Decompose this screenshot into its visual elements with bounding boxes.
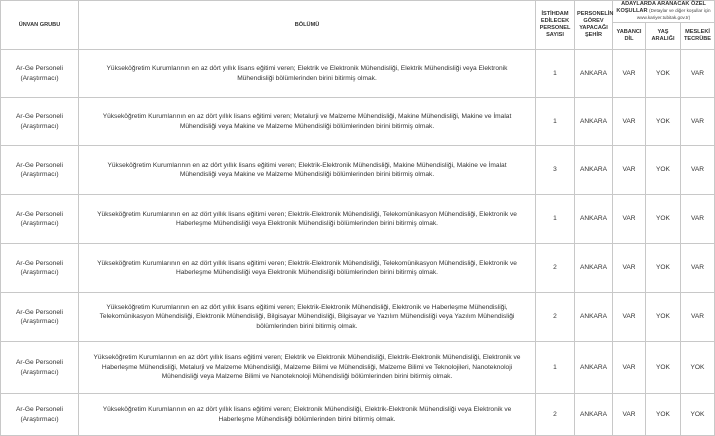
table-row	[1, 342, 715, 394]
table-row	[1, 50, 715, 98]
bolum-cell: Yükseköğretim Kurumlarının en az dört yıllık lisans eğitimi veren; Elektronik Mühendisliği, Elektrik-Elektronik Mühendisliği veya Elektronik ve Haberleşme Mühendisliği bölümlerinden birini bitirmiş olmak.	[79, 394, 536, 436]
yas-araligi-cell: YOK	[646, 394, 681, 436]
personel-sayisi-cell: 2	[536, 394, 575, 436]
sehir-cell: ANKARA	[575, 394, 613, 436]
unvan-cell: Ar-Ge Personeli (Araştırmacı)	[1, 394, 79, 436]
yas-araligi-cell: YOK	[646, 195, 681, 244]
header-mesleki-tecrube: MESLEKİ TECRÜBE	[681, 23, 715, 50]
mesleki-tecrube-cell: VAR	[681, 195, 715, 244]
table-row	[1, 394, 715, 436]
mesleki-tecrube-cell: VAR	[681, 244, 715, 293]
yabanci-dil-cell: VAR	[613, 50, 646, 98]
personel-sayisi-cell: 1	[536, 98, 575, 146]
header-istihdam: İSTİHDAM EDİLECEK PERSONEL SAYISI	[536, 1, 575, 50]
personel-sayisi-cell: 1	[536, 50, 575, 98]
header-yabanci-dil: YABANCI DİL	[613, 23, 646, 50]
unvan-cell: Ar-Ge Personeli (Araştırmacı)	[1, 244, 79, 293]
yabanci-dil-cell: VAR	[613, 244, 646, 293]
header-yas-araligi: YAŞ ARALIĞI	[646, 23, 681, 50]
bolum-cell: Yükseköğretim Kurumlarının en az dört yıllık lisans eğitimi veren; Elektrik ve Elektronik Mühendisliği, Elektrik Mühendisliği veya Elektronik Mühendisliği bölümlerinden birini bitirmiş olmak.	[79, 50, 536, 98]
bolum-cell: Yükseköğretim Kurumlarının en az dört yıllık lisans eğitimi veren; Elektrik-Elektronik Mühendisliği, Makine Mühendisliği, Makine ve İmalat Mühendisliği veya Makine ve Malzeme Mühendisliği bölümlerinden birini bitirmiş olmak.	[79, 146, 536, 195]
table-row	[1, 195, 715, 244]
bolum-cell: Yükseköğretim Kurumlarının en az dört yıllık lisans eğitimi veren; Elektrik-Elektronik Mühendisliği, Elektronik ve Haberleşme Mühendisliği, Telekomünikasyon Mühendisliği, Elektronik Mühendisliği, Bilgisayar Mühendisliği, Bilgisayar ve Yazılım Mühendisliği veya Yazılım Mühendisliği bölümlerinden birini bitirmiş olmak.	[79, 293, 536, 342]
mesleki-tecrube-cell: VAR	[681, 98, 715, 146]
mesleki-tecrube-cell: YOK	[681, 394, 715, 436]
sehir-cell: ANKARA	[575, 146, 613, 195]
header-ozel-note: (Detaylar ve diğer koşullar için www.kariyer.tubitak.gov.tr)	[636, 8, 711, 20]
sehir-cell: ANKARA	[575, 98, 613, 146]
yas-araligi-cell: YOK	[646, 244, 681, 293]
mesleki-tecrube-cell: YOK	[681, 342, 715, 394]
yas-araligi-cell: YOK	[646, 50, 681, 98]
yabanci-dil-cell: VAR	[613, 98, 646, 146]
mesleki-tecrube-cell: VAR	[681, 293, 715, 342]
sehir-cell: ANKARA	[575, 244, 613, 293]
header-bolum: BÖLÜMÜ	[79, 1, 536, 50]
table-row	[1, 146, 715, 195]
unvan-cell: Ar-Ge Personeli (Araştırmacı)	[1, 50, 79, 98]
yabanci-dil-cell: VAR	[613, 293, 646, 342]
header-unvan: ÜNVAN GRUBU	[1, 1, 79, 50]
unvan-cell: Ar-Ge Personeli (Araştırmacı)	[1, 342, 79, 394]
mesleki-tecrube-cell: VAR	[681, 146, 715, 195]
yas-araligi-cell: YOK	[646, 342, 681, 394]
sehir-cell: ANKARA	[575, 50, 613, 98]
table-row	[1, 293, 715, 342]
personel-sayisi-cell: 2	[536, 244, 575, 293]
mesleki-tecrube-cell: VAR	[681, 50, 715, 98]
personel-sayisi-cell: 3	[536, 146, 575, 195]
bolum-cell: Yükseköğretim Kurumlarının en az dört yıllık lisans eğitimi veren; Metalurji ve Malzeme Mühendisliği, Makine Mühendisliği, Makine ve İmalat Mühendisliği veya Makine ve Malzeme Mühendisliği bölümlerinden birini bitirmiş olmak.	[79, 98, 536, 146]
yabanci-dil-cell: VAR	[613, 394, 646, 436]
bolum-cell: Yükseköğretim Kurumlarının en az dört yıllık lisans eğitimi veren; Elektrik-Elektronik Mühendisliği, Telekomünikasyon Mühendisliği, Elektronik ve Haberleşme Mühendisliği veya Elektronik Mühendisliği bölümlerinden birini bitirmiş olmak.	[79, 244, 536, 293]
sehir-cell: ANKARA	[575, 195, 613, 244]
yabanci-dil-cell: VAR	[613, 146, 646, 195]
unvan-cell: Ar-Ge Personeli (Araştırmacı)	[1, 293, 79, 342]
yas-araligi-cell: YOK	[646, 98, 681, 146]
yas-araligi-cell: YOK	[646, 293, 681, 342]
personel-sayisi-cell: 2	[536, 293, 575, 342]
personel-sayisi-cell: 1	[536, 342, 575, 394]
unvan-cell: Ar-Ge Personeli (Araştırmacı)	[1, 98, 79, 146]
bolum-cell: Yükseköğretim Kurumlarının en az dört yıllık lisans eğitimi veren; Elektrik-Elektronik Mühendisliği, Telekomünikasyon Mühendisliği, Elektronik ve Haberleşme Mühendisliği veya Elektronik Mühendisliği bölümlerinden birini bitirmiş olmak.	[79, 195, 536, 244]
personel-sayisi-cell: 1	[536, 195, 575, 244]
yabanci-dil-cell: VAR	[613, 342, 646, 394]
header-ozel-kosullar	[613, 1, 715, 23]
bolum-cell: Yükseköğretim Kurumlarının en az dört yıllık lisans eğitimi veren; Elektrik ve Elektronik Mühendisliği, Elektrik-Elektronik Mühendisliği, Elektronik ve Haberleşme Mühendisliği, Metalurji ve Malzeme Mühendisliği, Malzeme Bilimi ve Mühendisliği, Malzeme Bilimi ve Teknolojileri, Nanoteknoloji Mühendisliği veya Malzeme Bilimi ve Nanoteknoloji Mühendisliği bölümlerinden birini bitirmiş olmak.	[79, 342, 536, 394]
table-row	[1, 98, 715, 146]
sehir-cell: ANKARA	[575, 342, 613, 394]
table-row	[1, 244, 715, 293]
yabanci-dil-cell: VAR	[613, 195, 646, 244]
yas-araligi-cell: YOK	[646, 146, 681, 195]
header-gorev: PERSONELİN GÖREV YAPACAĞI ŞEHİR	[575, 1, 613, 50]
unvan-cell: Ar-Ge Personeli (Araştırmacı)	[1, 195, 79, 244]
unvan-cell: Ar-Ge Personeli (Araştırmacı)	[1, 146, 79, 195]
sehir-cell: ANKARA	[575, 293, 613, 342]
header-ozel-title: ADAYLARDA ARANACAK ÖZEL KOŞULLAR	[616, 1, 706, 14]
